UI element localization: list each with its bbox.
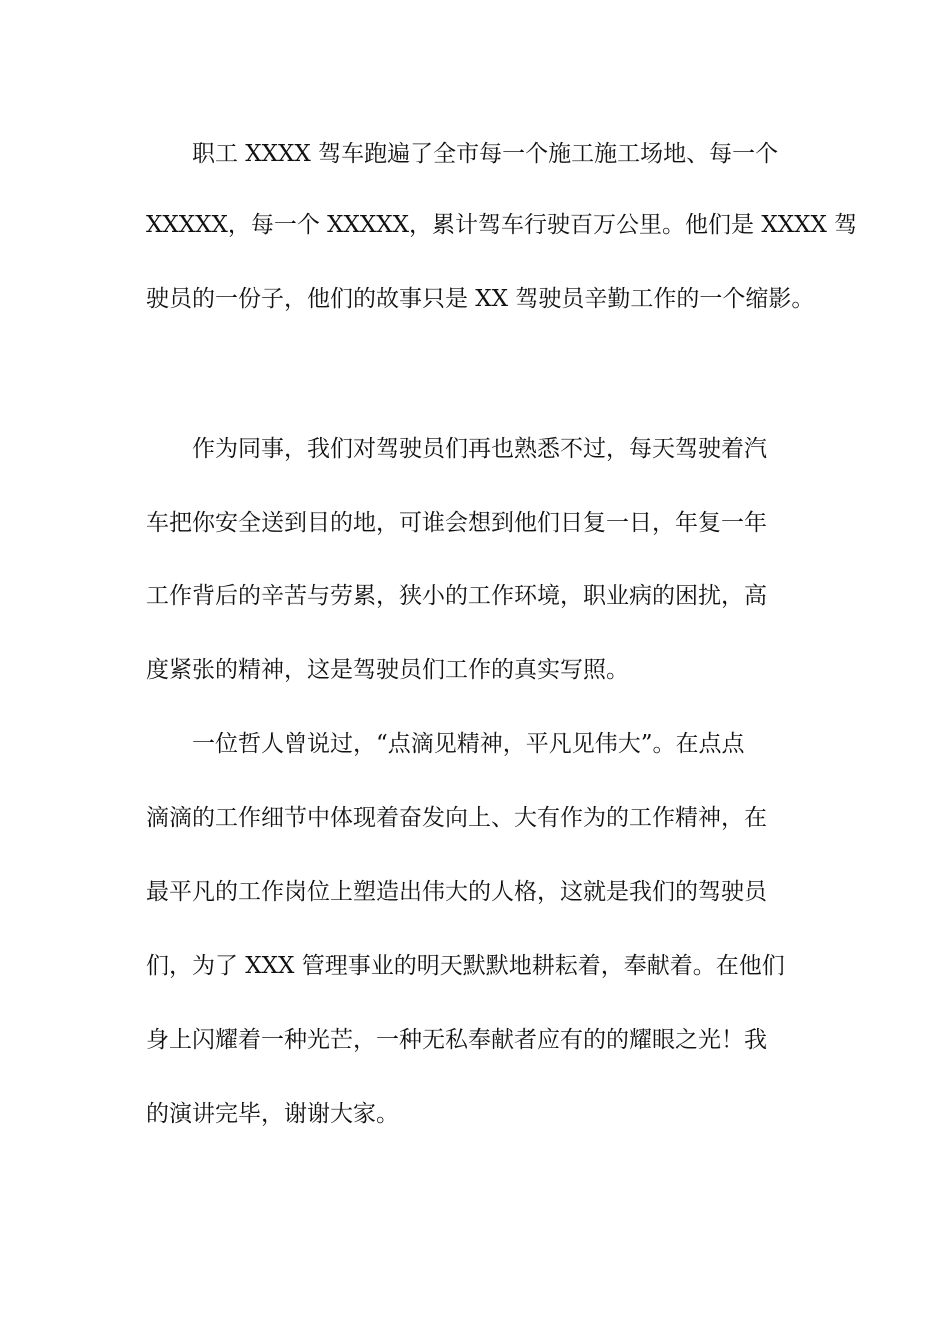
paragraph-1-line-2: XXXXX，每一个 XXXXX，累计驾车行驶百万公里。他们是 XXXX 驾 [146,212,858,238]
paragraph-3-line-5: 身上闪耀着一种光芒，一种无私奉献者应有的的耀眼之光！我 [146,1027,767,1053]
paragraph-2-line-3: 工作背后的辛苦与劳累，狭小的工作环境，职业病的困扰，高 [146,583,767,609]
paragraph-2-line-1: 作为同事，我们对驾驶员们再也熟悉不过，每天驾驶着汽 [192,436,767,462]
paragraph-3-line-3: 最平凡的工作岗位上塑造出伟大的人格，这就是我们的驾驶员 [146,879,767,905]
paragraph-3-line-6: 的演讲完毕，谢谢大家。 [146,1101,399,1127]
paragraph-2-line-2: 车把你安全送到目的地，可谁会想到他们日复一日，年复一年 [146,510,767,536]
paragraph-1-line-1: 职工 XXXX 驾车跑遍了全市每一个施工施工场地、每一个 [192,141,779,167]
paragraph-3-line-2: 滴滴的工作细节中体现着奋发向上、大有作为的工作精神，在 [146,805,767,831]
paragraph-3-line-4: 们，为了 XXX 管理事业的明天默默地耕耘着，奉献着。在他们 [146,953,785,979]
paragraph-1-line-3: 驶员的一份子，他们的故事只是 XX 驾驶员辛勤工作的一个缩影。 [146,286,815,312]
paragraph-3-line-1: 一位哲人曾说过，“点滴见精神，平凡见伟大”。在点点 [192,731,745,757]
paragraph-2-line-4: 度紧张的精神，这是驾驶员们工作的真实写照。 [146,657,629,683]
